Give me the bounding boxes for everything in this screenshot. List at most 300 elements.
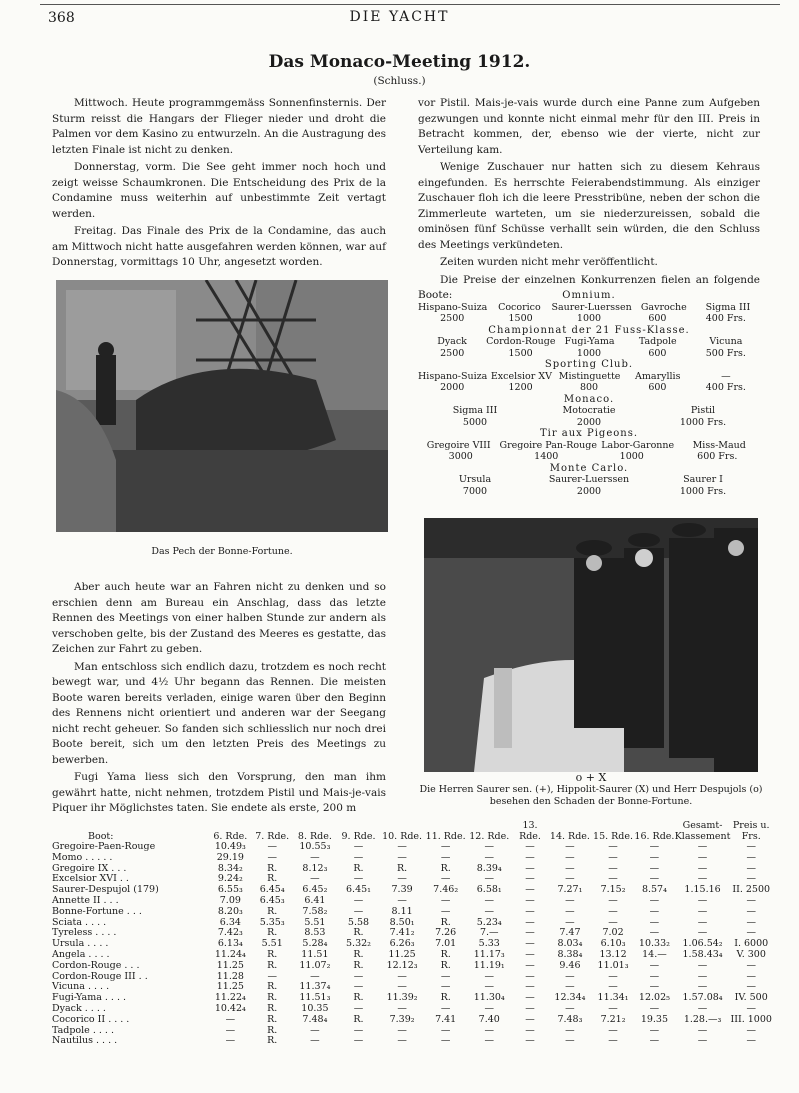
table-cell: R. — [267, 873, 278, 885]
table-row — [52, 864, 772, 875]
table-cell: — — [649, 862, 660, 874]
table-cell: — — [525, 905, 535, 917]
table-cell: — — [353, 841, 364, 852]
caption-line: besehen den Schaden der Bonne-Fortune. — [489, 796, 693, 807]
table-cell: — — [746, 894, 756, 906]
table-cell: — — [608, 970, 618, 982]
table-cell: — — [608, 851, 618, 863]
table-cell: 7.21₂ — [600, 1013, 626, 1025]
table-cell: 10.33₂ — [638, 938, 670, 950]
table-cell: — — [746, 970, 756, 982]
boat-name: Excelsior XVI . . — [52, 873, 129, 885]
table-cell: 7.58₂ — [302, 905, 328, 917]
table-cell: V. 300 — [736, 948, 766, 960]
table-cell: 8.34₂ — [217, 862, 243, 874]
table-cell: — — [353, 1024, 364, 1036]
prize-cell: Dyack — [437, 336, 467, 347]
table-cell: 11.34₁ — [597, 992, 629, 1004]
table-cell: 10.42₄ — [214, 1002, 246, 1014]
table-cell: 11.07₂ — [299, 959, 331, 971]
table-cell: — — [525, 851, 535, 863]
table-cell: 10.35 — [301, 1002, 329, 1014]
table-cell: — — [697, 959, 708, 971]
table-cell: 5.58 — [347, 916, 370, 928]
paragraph: Donnerstag, vorm. Die See geht immer noch hoch und zeigt weisse Schaumkronen. Die Entscheidung des Prix de la Condamine muss weiterhin auf unbestimmte Zeit vertagt werden. — [52, 161, 386, 220]
table-cell: — — [525, 1013, 535, 1025]
table-cell: — — [608, 1035, 618, 1047]
table-cell: — — [525, 948, 535, 960]
prize-category: Omnium. — [562, 290, 616, 301]
table-cell: — — [397, 1035, 407, 1047]
top-rule — [40, 4, 780, 5]
table-cell: I. 6000 — [734, 938, 769, 950]
table-cell: 5.23₄ — [476, 916, 502, 928]
prize-cell: 2500 — [440, 347, 465, 359]
page-number: 368 — [48, 10, 75, 26]
boat-name: Dyack . . . . — [52, 1002, 106, 1014]
boat-name: Ursula . . . . — [52, 938, 109, 950]
prize-row — [418, 474, 760, 486]
prize-cell: 1200 — [508, 382, 533, 393]
column-header: 12. Rde. — [469, 831, 510, 842]
table-cell: — — [397, 873, 407, 885]
table-cell: 7.26 — [435, 927, 457, 939]
prize-row — [418, 486, 760, 498]
table-cell: 1.28.—₃ — [683, 1013, 722, 1025]
column-header: 15. Rde. — [593, 831, 634, 842]
table-cell: R. — [353, 927, 364, 939]
table-cell: — — [565, 981, 575, 993]
prize-row — [418, 451, 760, 463]
prize-cell: Mistinguette — [558, 370, 621, 382]
table-cell: R. — [440, 948, 451, 960]
table-cell: — — [484, 851, 494, 863]
table-cell: 13.12 — [599, 948, 627, 960]
table-cell: — — [353, 1002, 364, 1014]
column-header: 13. Rde. — [519, 820, 541, 842]
table-cell: — — [649, 905, 660, 917]
table-cell: 14.— — [642, 948, 667, 960]
table-cell: II. 2500 — [732, 884, 771, 896]
prize-cell: Saurer-Luerssen — [551, 301, 632, 313]
prize-row — [418, 348, 760, 360]
column-header: 14. Rde. — [549, 831, 590, 842]
table-cell: — — [225, 1024, 236, 1036]
paragraph: Aber auch heute war an Fahren nicht zu denken und so erschien denn am Bureau ein Anschlag, dass das letzte Rennen des Meetings von einer halben Stunde zur andern als verschoben gelte, bis der Zustand des Meeres es gestatte, das Zeichen zur Fahrt zu geben. — [52, 581, 386, 655]
prize-category: Championnat der 21 Fuss-Klasse. — [488, 324, 690, 336]
table-cell: R. — [353, 862, 364, 874]
paragraph: vor Pistil. Mais-je-vais wurde durch eine Panne zum Aufgeben gezwungen und konnte nicht einmal mehr für den III. Preis in Betracht kommen, der, ebenso wie der vierte, nicht zur Verteilung kam. — [418, 97, 760, 156]
prize-cell: 1400 — [534, 451, 559, 462]
prize-cell: Miss-Maud — [692, 439, 746, 451]
table-cell: 7.01 — [435, 938, 457, 950]
table-cell: — — [746, 1002, 756, 1014]
prize-cell: Cocorico — [498, 301, 541, 313]
table-cell: 7.15₂ — [600, 884, 626, 896]
table-cell: 5.33 — [478, 938, 500, 950]
table-cell: — — [697, 1024, 708, 1036]
prize-cell: Gregoire VIII — [426, 439, 491, 451]
table-cell: 7.47 — [559, 927, 581, 939]
table-cell: — — [649, 873, 660, 885]
table-cell: — — [525, 938, 535, 950]
table-cell: — — [525, 981, 535, 993]
table-cell: — — [397, 1002, 407, 1014]
table-row — [52, 1015, 772, 1026]
table-cell: R. — [440, 992, 451, 1004]
table-cell: — — [608, 1024, 618, 1036]
table-cell: — — [440, 1035, 451, 1047]
paragraph: Zeiten wurden nicht mehr veröffentlicht. — [440, 256, 658, 268]
prize-cell: 1000 Frs. — [679, 416, 727, 428]
table-cell: 11.25 — [388, 948, 416, 960]
table-row — [52, 885, 772, 896]
table-cell: — — [746, 1035, 756, 1047]
prize-cell: Cordon-Rouge — [486, 336, 556, 347]
table-cell: — — [649, 916, 660, 928]
table-cell: — — [397, 970, 407, 982]
table-cell: — — [267, 851, 277, 863]
table-cell: R. — [267, 959, 278, 971]
prize-row — [418, 302, 760, 314]
paragraph: Man entschloss sich endlich dazu, trotzdem es noch recht bewegt war, und 4½ Uhr begann das Rennen. Die meisten Boote waren bereits verladen, einige waren über den Beginn des Rennens nicht orientiert und anderen war der Seegang nicht recht geheuer. So fanden sich schliesslich nur noch drei Boote bereit, sich um den letzten Preis des Meetings zu bewerben. — [52, 660, 386, 766]
table-cell: — — [608, 862, 618, 874]
table-cell: — — [440, 905, 451, 917]
prize-cell: 1500 — [508, 347, 533, 359]
table-cell: — — [649, 851, 660, 863]
column-header: 9. Rde. — [341, 831, 376, 842]
table-cell: — — [649, 841, 660, 852]
table-cell: 11.25 — [216, 959, 244, 971]
table-cell: — — [649, 927, 660, 939]
table-cell: 12.34₄ — [554, 992, 586, 1004]
prize-cell: 1000 — [619, 451, 644, 462]
table-cell: — — [397, 841, 407, 852]
table-cell: — — [697, 841, 708, 852]
table-cell: — — [525, 894, 535, 906]
table-cell: — — [697, 981, 708, 993]
table-cell: — — [746, 905, 756, 917]
table-cell: 7.40 — [478, 1013, 500, 1025]
boat-name: Momo . . . . . — [52, 851, 113, 863]
prize-cell: Labor-Garonne — [601, 439, 675, 451]
table-cell: — — [353, 873, 364, 885]
table-cell: 12.12₃ — [386, 959, 418, 971]
table-cell: 6.10₃ — [600, 938, 626, 950]
table-cell: — — [525, 884, 535, 896]
table-cell: 7.— — [479, 927, 499, 939]
boat-name: Gregoire IX . . . — [52, 862, 127, 874]
prize-cell: Tadpole — [638, 336, 677, 347]
table-cell: — — [525, 1002, 535, 1014]
photo-bonne-fortune — [56, 280, 388, 532]
column-header: Gesamt-Klassement — [674, 820, 731, 842]
photo-gentlemen-inspecting — [424, 518, 758, 772]
table-cell: R. — [353, 992, 364, 1004]
table-cell: — — [746, 1024, 756, 1036]
table-cell: — — [697, 1035, 708, 1047]
article-title: Das Monaco-Meeting 1912. — [268, 52, 531, 72]
prize-cell: Pistil — [690, 405, 716, 416]
table-cell: R. — [353, 948, 364, 960]
table-cell: — — [484, 1035, 494, 1047]
table-cell: — — [310, 1035, 320, 1047]
table-cell: — — [310, 873, 320, 885]
table-cell: — — [746, 841, 756, 852]
table-cell: R. — [267, 862, 278, 874]
photo2-marks: o + X — [575, 771, 607, 784]
prize-cell: 1500 — [508, 313, 533, 324]
boat-name: Vicuna . . . . — [52, 981, 110, 993]
table-cell: — — [353, 894, 364, 906]
table-cell: — — [440, 1024, 451, 1036]
table-cell: — — [608, 916, 618, 928]
boat-name: Annette II . . . — [52, 894, 119, 906]
prize-cell: Amaryllis — [635, 370, 681, 382]
caption-line: Die Herren Saurer sen. (+), Hippolit-Saurer (X) und Herr Despujols (o) — [419, 784, 763, 795]
table-cell: — — [565, 873, 575, 885]
boat-name: Tyreless . . . . — [52, 927, 117, 939]
table-cell: 5.35₃ — [259, 916, 285, 928]
table-cell: — — [697, 851, 708, 863]
prize-cell: 3000 — [448, 451, 473, 462]
table-cell: — — [649, 970, 660, 982]
prize-cell: Fugi-Yama — [564, 336, 615, 347]
table-cell: 8.50₁ — [389, 916, 415, 928]
table-cell: 6.58₁ — [476, 884, 502, 896]
table-cell: 7.02 — [602, 927, 624, 939]
prize-cell: 5000 — [462, 416, 488, 428]
table-cell: — — [525, 992, 535, 1004]
table-cell: IV. 500 — [734, 992, 768, 1004]
table-cell: 8.03₄ — [557, 938, 583, 950]
table-cell: — — [565, 905, 575, 917]
table-cell: 1.15.16 — [684, 884, 721, 896]
table-cell: 7.09 — [219, 894, 241, 906]
table-cell: — — [484, 894, 494, 906]
table-cell: — — [746, 851, 756, 863]
table-cell: III. 1000 — [730, 1013, 772, 1025]
table-cell: 5.32₂ — [346, 938, 371, 950]
left-column-top — [52, 96, 386, 273]
table-cell: — — [525, 916, 535, 928]
prize-cell: 1000 — [576, 347, 602, 359]
prize-row — [418, 371, 760, 383]
table-cell: 6.13₄ — [217, 938, 243, 950]
table-cell: — — [440, 981, 451, 993]
prize-cell: Motocratie — [562, 405, 616, 416]
prize-cell: 400 Frs. — [705, 313, 746, 324]
column-header: 7. Rde. — [255, 831, 290, 842]
table-cell: — — [697, 862, 708, 874]
table-cell: — — [440, 1002, 451, 1014]
column-header: 11. Rde. — [425, 831, 466, 842]
table-cell: — — [525, 970, 535, 982]
table-cell: — — [649, 894, 660, 906]
table-row — [52, 972, 772, 983]
table-cell: 11.51₃ — [299, 992, 331, 1004]
table-cell: 19.35 — [640, 1013, 669, 1025]
table-cell: R. — [440, 862, 451, 874]
table-row — [52, 993, 772, 1004]
table-cell: R. — [267, 1035, 278, 1047]
table-row — [52, 961, 772, 972]
table-cell: — — [525, 959, 535, 971]
table-header-row — [52, 820, 772, 842]
table-cell: — — [525, 1024, 535, 1036]
table-cell: — — [697, 970, 708, 982]
table-cell: 6.41 — [304, 894, 326, 906]
table-cell: — — [484, 970, 494, 982]
paragraph: Die Preise der einzelnen Konkurrenzen fielen an folgende Boote: — [418, 273, 760, 301]
boat-name: Saurer-Despujol (179) — [52, 884, 159, 896]
prize-cell: Gavroche — [640, 301, 687, 313]
table-cell: 8.20₃ — [217, 905, 243, 917]
table-cell: — — [649, 1002, 660, 1014]
prize-cell: 600 — [648, 313, 667, 324]
table-cell: — — [353, 851, 364, 863]
prize-cell: 600 Frs. — [697, 451, 738, 462]
paragraph: Wenige Zuschauer nur hatten sich zu diesem Kehraus eingefunden. Es herrschte Feierabendstimmung. Als einziger Zuschauer floh ich die leere Presstribüne, neben der schon die Zimmerleute warteten, um sie niederzureissen, sobald die ominösen fünf Schüsse verhallt sein würden, die den Schluss des Meetings verkündeten. — [418, 161, 760, 251]
table-cell: — — [484, 841, 494, 852]
boat-name: Sciata . . . . — [52, 916, 107, 928]
prize-cell: 7000 — [462, 485, 488, 497]
table-cell: 7.48₄ — [302, 1013, 328, 1025]
table-cell: — — [484, 1024, 494, 1036]
prize-lists — [418, 290, 760, 497]
table-cell: R. — [267, 1013, 278, 1025]
table-cell: — — [353, 970, 364, 982]
table-cell: — — [267, 970, 277, 982]
prize-cell: Hispano-Suiza — [418, 370, 488, 382]
table-cell: 11.30₄ — [473, 992, 505, 1004]
table-cell: — — [525, 927, 535, 939]
table-cell: — — [697, 894, 708, 906]
table-cell: 5.28₄ — [302, 938, 328, 950]
table-cell: 9.24₂ — [217, 873, 243, 885]
table-cell: — — [397, 894, 407, 906]
table-cell: — — [697, 927, 708, 939]
table-cell: — — [484, 1002, 494, 1014]
prize-row — [418, 405, 760, 417]
table-cell: — — [697, 905, 708, 917]
table-cell: 8.53 — [304, 927, 326, 939]
table-cell: 8.12₃ — [302, 862, 328, 874]
table-cell: 7.39 — [391, 884, 413, 896]
table-cell: — — [267, 841, 277, 852]
table-cell: — — [608, 873, 618, 885]
boat-name: Bonne-Fortune . . . — [52, 905, 142, 917]
prize-cell: Hispano-Suiza — [418, 301, 488, 313]
column-header: Boot: — [88, 831, 114, 842]
table-cell: 6.26₃ — [389, 938, 415, 950]
boat-name: Angela . . . . — [52, 948, 110, 960]
table-cell: 7.48₃ — [557, 1013, 583, 1025]
results-table — [52, 820, 772, 1047]
table-cell: — — [746, 959, 756, 971]
prize-category: Monaco. — [563, 393, 615, 405]
table-cell: — — [484, 873, 494, 885]
table-cell: 11.17₃ — [473, 948, 505, 960]
table-cell: — — [565, 894, 575, 906]
table-cell: — — [310, 970, 320, 982]
table-cell: — — [310, 851, 320, 863]
table-cell: — — [310, 1024, 320, 1036]
table-cell: — — [565, 841, 575, 852]
table-cell: — — [649, 981, 660, 993]
prize-cell: 500 Frs. — [705, 347, 746, 359]
column-header: 6. Rde. — [213, 831, 248, 842]
table-cell: 6.45₃ — [259, 894, 285, 906]
table-cell: R. — [267, 905, 278, 917]
table-cell: 10.49₃ — [214, 841, 246, 852]
table-cell: — — [353, 905, 364, 917]
table-cell: 7.39₂ — [389, 1013, 415, 1025]
table-cell: — — [484, 905, 494, 917]
table-cell: 29.19 — [216, 851, 244, 863]
prize-cell: Sigma III — [452, 405, 498, 416]
table-cell: 6.34 — [219, 916, 241, 928]
table-cell: — — [440, 841, 451, 852]
paragraph: Freitag. Das Finale des Prix de la Condamine, das auch am Mittwoch nicht hatte ausgefahren werden können, war auf Donnerstag, vormittags 10 Uhr, angesetzt worden. — [52, 225, 386, 268]
table-cell: 11.25 — [216, 981, 244, 993]
left-column-bottom — [52, 580, 386, 819]
table-cell: — — [746, 927, 756, 939]
table-cell: 7.41₂ — [389, 927, 415, 939]
table-cell: 5.51 — [261, 938, 283, 950]
table-cell: R. — [353, 959, 364, 971]
prize-cell: Sigma III — [705, 301, 751, 313]
table-cell: — — [565, 916, 575, 928]
boat-name: Gregoire-Paen-Rouge — [52, 841, 156, 852]
table-cell: 10.55₃ — [299, 841, 331, 852]
prize-cell: — — [721, 370, 731, 382]
table-cell: 1.06.54₂ — [682, 938, 723, 950]
prize-cell: Excelsior XV — [490, 370, 552, 382]
table-cell: — — [353, 981, 364, 993]
prize-row — [418, 313, 760, 325]
table-cell: — — [608, 981, 618, 993]
prize-category: Tir aux Pigeons. — [539, 428, 639, 439]
table-cell: 7.41 — [435, 1013, 457, 1025]
table-cell: — — [608, 841, 618, 852]
table-cell: — — [649, 1035, 660, 1047]
paragraph: Fugi Yama liess sich den Vorsprung, den man ihm gewährt hatte, nicht nehmen, trotzdem Pistil und Mais-je-vais Piquer ihr Möglichstes taten. Sie endete als erste, 200 m — [52, 771, 386, 814]
table-cell: — — [225, 1035, 236, 1047]
table-row — [52, 1036, 772, 1047]
paragraph: Mittwoch. Heute programmgemäss Sonnenfinsternis. Der Sturm reisst die Hangars der Flieger nieder und droht die Palmen vor dem Kasino zu entwurzeln. An die Austragung des letzten Finale ist nicht zu denken. — [52, 97, 386, 156]
prize-cell: Gregoire Pan-Rouge — [499, 439, 597, 451]
boat-name: Fugi-Yama . . . . — [52, 992, 127, 1004]
prize-cell: 1000 — [576, 313, 602, 324]
prize-cell: 600 — [648, 382, 667, 393]
table-cell: R. — [267, 1002, 278, 1014]
table-cell: — — [565, 1035, 575, 1047]
table-row — [52, 907, 772, 918]
table-cell: R. — [267, 1024, 278, 1036]
table-cell: R. — [440, 916, 451, 928]
table-cell: — — [697, 916, 708, 928]
table-cell: 11.28 — [216, 970, 244, 982]
prize-row — [418, 382, 760, 394]
prize-cell: Saurer-Luerssen — [548, 474, 630, 485]
table-cell: — — [697, 873, 708, 885]
table-cell: — — [649, 959, 660, 971]
prize-cell: Ursula — [458, 474, 492, 485]
running-head: DIE YACHT — [349, 9, 450, 25]
table-cell: 7.27₁ — [557, 884, 583, 896]
boat-name: Tadpole . . . . — [52, 1024, 114, 1036]
